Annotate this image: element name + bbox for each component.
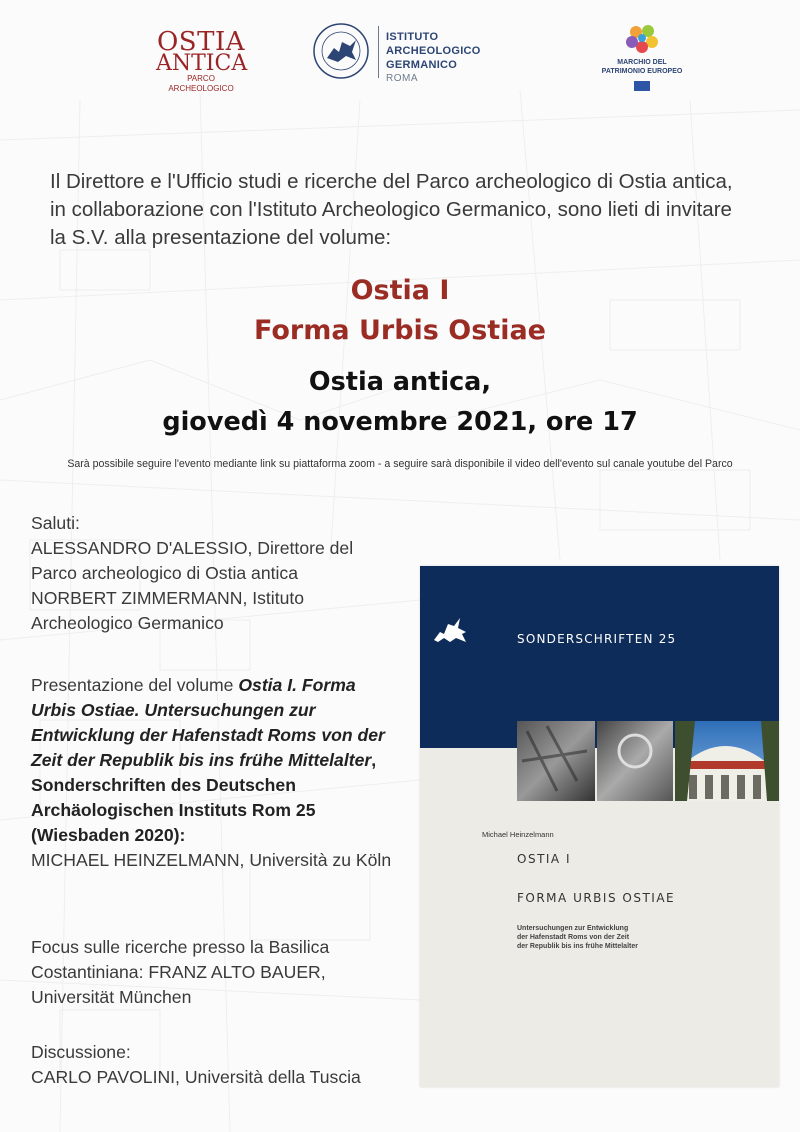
event-place: Ostia antica, <box>308 367 492 397</box>
ostia-logo-line3: PARCO ARCHEOLOGICO <box>168 74 234 93</box>
eu-logo-line1: MARCHIO DEL <box>617 59 667 66</box>
eu-logo-line2: PATRIMONIO EUROPEO <box>601 68 683 75</box>
program-focus: Focus sulle ricerche presso la Basilica Costantiniana: FRANZ ALTO BAUER, Universität München <box>31 937 330 1007</box>
ostia-antica-logo <box>156 27 248 94</box>
dai-logo-line3: ROMA <box>386 73 418 84</box>
book-cover-image <box>420 566 779 1087</box>
dai-logo-separator <box>378 26 379 78</box>
intro-line-2: in collaborazione con l'Istituto Archeologico Germanico, sono lieti di invitare <box>50 198 732 221</box>
presentation-series: , Sonderschriften des Deutschen Archäologischen Instituts Rom 25 (Wiesbaden 2020): <box>31 750 377 845</box>
book-subtitle-line-2: der Hafenstadt Roms von der Zeit <box>517 934 630 941</box>
program-greetings <box>31 511 401 636</box>
event-date: giovedì 4 novembre 2021, ore 17 <box>162 407 638 437</box>
book-author: Michael Heinzelmann <box>482 830 554 839</box>
book-cover-title-1: OSTIA I <box>517 852 571 866</box>
discussion-speaker: CARLO PAVOLINI, Università della Tuscia <box>31 1067 361 1087</box>
presentation-book-title: Ostia I. Forma Urbis Ostiae. Untersuchungen zur Entwicklung der Hafenstadt Roms von der Zeit der Republik bis ins frühe Mittelalter <box>31 675 385 770</box>
book-series: SONDERSCHRIFTEN 25 <box>517 632 677 646</box>
ostia-logo-line2: ANTICA <box>156 51 248 76</box>
book-title-line-2: Forma Urbis Ostiae <box>254 315 546 346</box>
intro-line-3: la S.V. alla presentazione del volume: <box>50 226 392 249</box>
book-cover-subtitle <box>517 924 717 951</box>
dai-seal-icon <box>312 22 370 80</box>
book-cover-photos <box>517 721 779 801</box>
intro-paragraph <box>50 168 770 252</box>
dai-logo-line1: ISTITUTO <box>386 31 439 43</box>
greetings-speaker-1: ALESSANDRO D'ALESSIO, Direttore del Parco archeologico di Ostia antica <box>31 538 354 583</box>
greetings-label: Saluti: <box>31 513 80 533</box>
discussion-label: Discussione: <box>31 1042 131 1062</box>
european-heritage-label-logo <box>596 22 688 95</box>
presentation-speaker: MICHAEL HEINZELMANN, Università zu Köln <box>31 850 392 870</box>
program-discussion <box>31 1040 401 1090</box>
book-subtitle-line-3: der Republik bis ins frühe Mittelalter <box>517 943 638 950</box>
eu-flag-icon <box>634 81 650 91</box>
intro-line-1: Il Direttore e l'Ufficio studi e ricerche del Parco archeologico di Ostia antica, <box>50 170 733 193</box>
dai-logo-line2: ARCHEOLOGICO GERMANICO <box>386 45 481 71</box>
greetings-speaker-2: NORBERT ZIMMERMANN, Istituto Archeologico Germanico <box>31 588 305 633</box>
ostia-logo-line1: OSTIA <box>156 27 245 57</box>
heritage-flower-icon <box>622 22 662 54</box>
streaming-note: Sarà possibile seguire l'evento mediante link su piattaforma zoom - a seguire sarà disponibile il video dell'evento sul canale youtube del Parco <box>67 458 733 470</box>
program-presentation <box>31 673 401 873</box>
book-cover-title-2: FORMA URBIS OSTIAE <box>517 891 676 905</box>
book-title-line-1: Ostia I <box>350 275 450 306</box>
griffin-icon <box>432 616 470 646</box>
presentation-prefix: Presentazione del volume <box>31 675 239 695</box>
dai-logo <box>312 22 532 82</box>
book-subtitle-line-1: Untersuchungen zur Entwicklung <box>517 925 629 932</box>
